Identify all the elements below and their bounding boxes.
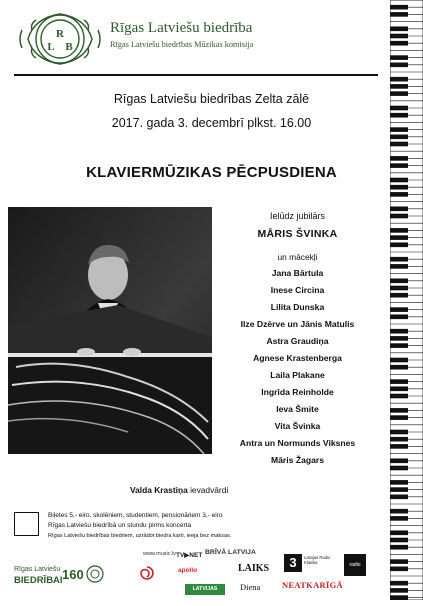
piano-black-key	[390, 415, 408, 420]
piano-black-key	[390, 509, 408, 514]
student-name: Jana Bārtula	[271, 268, 324, 278]
briva-latvija-logo: BRĪVĀ LATVIJA	[205, 549, 256, 556]
piano-black-key	[390, 106, 408, 111]
piano-black-key	[390, 545, 408, 550]
diena-logo: Diena	[240, 582, 261, 592]
piano-black-key	[390, 5, 408, 10]
piano-black-key	[390, 264, 408, 269]
invite-text: Ielūdz jubilārs	[269, 211, 326, 221]
piano-black-key	[390, 487, 408, 492]
piano-black-key	[390, 62, 408, 67]
piano-black-key	[390, 581, 408, 586]
piano-black-key	[390, 84, 408, 89]
student-name: Ingrīda Reinholde	[261, 387, 334, 397]
piano-black-key	[390, 26, 408, 31]
student-name: Antra un Normunds Viksnes	[239, 438, 356, 448]
piano-black-key	[390, 235, 408, 240]
moderator-name: Valda Krastiņa	[130, 485, 188, 495]
piano-black-key	[390, 228, 408, 233]
piano-black-key	[390, 480, 408, 485]
piano-black-key	[390, 365, 408, 370]
piano-black-key	[390, 41, 408, 46]
piano-black-key	[390, 293, 408, 298]
rlb-160-number: 160	[62, 567, 84, 582]
piano-black-key	[390, 588, 408, 593]
student-name: Agnese Krastenberga	[253, 353, 342, 363]
ticket-qr-box	[14, 512, 39, 536]
event-date-time: 2017. gada 3. decembrī plkst. 16.00	[111, 116, 312, 130]
org-subtitle: Rīgas Latviešu biedrības Mūzikas komisija	[110, 40, 254, 49]
rlb-crest-logo	[14, 8, 106, 70]
org-name: Rīgas Latviešu biedrība	[110, 20, 253, 36]
ticket-sales-location: Rīgas Latviešu biedrībā un stundu pirms koncerta	[48, 522, 192, 529]
music-lv-logo: www.music.lv	[143, 551, 177, 557]
piano-black-key	[390, 437, 408, 442]
student-name: Māris Žagars	[270, 455, 325, 465]
members-free-entry-note: Rīgas Latviešu biedrības biedriem, uzrādot biedra karti, ieeja bez maksas.	[48, 533, 232, 539]
piano-black-key	[390, 458, 408, 463]
piano-black-key	[390, 55, 408, 60]
piano-black-key	[390, 307, 408, 312]
radio-logo: radio	[344, 554, 366, 576]
piano-black-key	[390, 566, 408, 571]
moderator-line	[130, 485, 228, 495]
latvijas-radio-3-logo: 3	[284, 554, 302, 572]
piano-black-key	[390, 286, 408, 291]
piano-black-key	[390, 494, 408, 499]
event-title: KLAVIERMŪZIKAS PĒCPUSDIENA	[86, 164, 337, 181]
music-institute-swirl-icon	[140, 566, 154, 580]
piano-black-key	[390, 134, 408, 139]
piano-keyboard-decoration	[390, 0, 423, 600]
student-name: Lilita Dunska	[270, 302, 325, 312]
piano-black-key	[390, 343, 408, 348]
rlb-160-logo-line2: BIEDRĪBAI	[14, 575, 63, 586]
student-name: Inese Circina	[270, 285, 325, 295]
piano-black-key	[390, 559, 408, 564]
moderator-role: ievadvārdi	[190, 485, 229, 495]
header-divider	[14, 74, 378, 76]
piano-black-key	[390, 257, 408, 262]
piano-black-key	[390, 595, 408, 600]
neatkariga-logo: NEATKARĪGĀ	[282, 580, 343, 590]
rlb-160-logo-line1: Rīgas Latviešu	[14, 566, 61, 573]
piano-black-key	[390, 214, 408, 219]
piano-black-key	[390, 34, 408, 39]
piano-black-key	[390, 430, 408, 435]
piano-black-key	[390, 156, 408, 161]
piano-black-key	[390, 408, 408, 413]
piano-black-key	[390, 516, 408, 521]
pianist-photo	[8, 207, 212, 454]
piano-black-key	[390, 444, 408, 449]
student-name: Ilze Dzērve un Jānis Matulis	[240, 319, 355, 329]
piano-black-key	[390, 466, 408, 471]
honoree-name: MĀRIS ŠVINKA	[257, 228, 338, 240]
piano-black-key	[390, 394, 408, 399]
tvnet-logo: TV▶NET	[176, 552, 203, 559]
latvijas-avize-logo: LATVIJAS AVĪZE	[185, 584, 225, 595]
ticket-prices: Biļetes 5,- eiro, skolēniem, studentiem, pensionāriem 3,- eiro	[48, 512, 223, 519]
piano-black-key	[390, 185, 408, 190]
rlb-seal-icon	[86, 565, 104, 583]
latvijas-radio-3-text: Latvijas Radio Klasika	[304, 555, 331, 565]
piano-black-key	[390, 386, 408, 391]
piano-black-key	[390, 278, 408, 283]
piano-black-key	[390, 538, 408, 543]
piano-black-key	[390, 206, 408, 211]
student-name: Astra Graudiņa	[266, 336, 329, 346]
piano-black-key	[390, 336, 408, 341]
laiks-logo: LAIKS	[238, 563, 270, 574]
apollo-logo: apollo	[178, 567, 198, 574]
piano-black-key	[390, 530, 408, 535]
piano-black-key	[390, 142, 408, 147]
piano-black-key	[390, 358, 408, 363]
svg-text:B: B	[65, 41, 73, 53]
piano-black-key	[390, 329, 408, 334]
students-heading: un mācekļi	[277, 252, 318, 262]
piano-black-key	[390, 314, 408, 319]
student-name: Laila Plakane	[270, 370, 325, 380]
piano-black-key	[390, 379, 408, 384]
piano-black-key	[390, 242, 408, 247]
student-name: Ieva Šmite	[276, 404, 319, 414]
student-name: Vita Švinka	[274, 421, 321, 431]
piano-black-key	[390, 77, 408, 82]
piano-black-key	[390, 12, 408, 17]
svg-text:R: R	[56, 28, 64, 40]
event-venue: Rīgas Latviešu biedrības Zelta zālē	[113, 92, 310, 106]
svg-text:L: L	[47, 41, 55, 53]
piano-black-key	[390, 192, 408, 197]
